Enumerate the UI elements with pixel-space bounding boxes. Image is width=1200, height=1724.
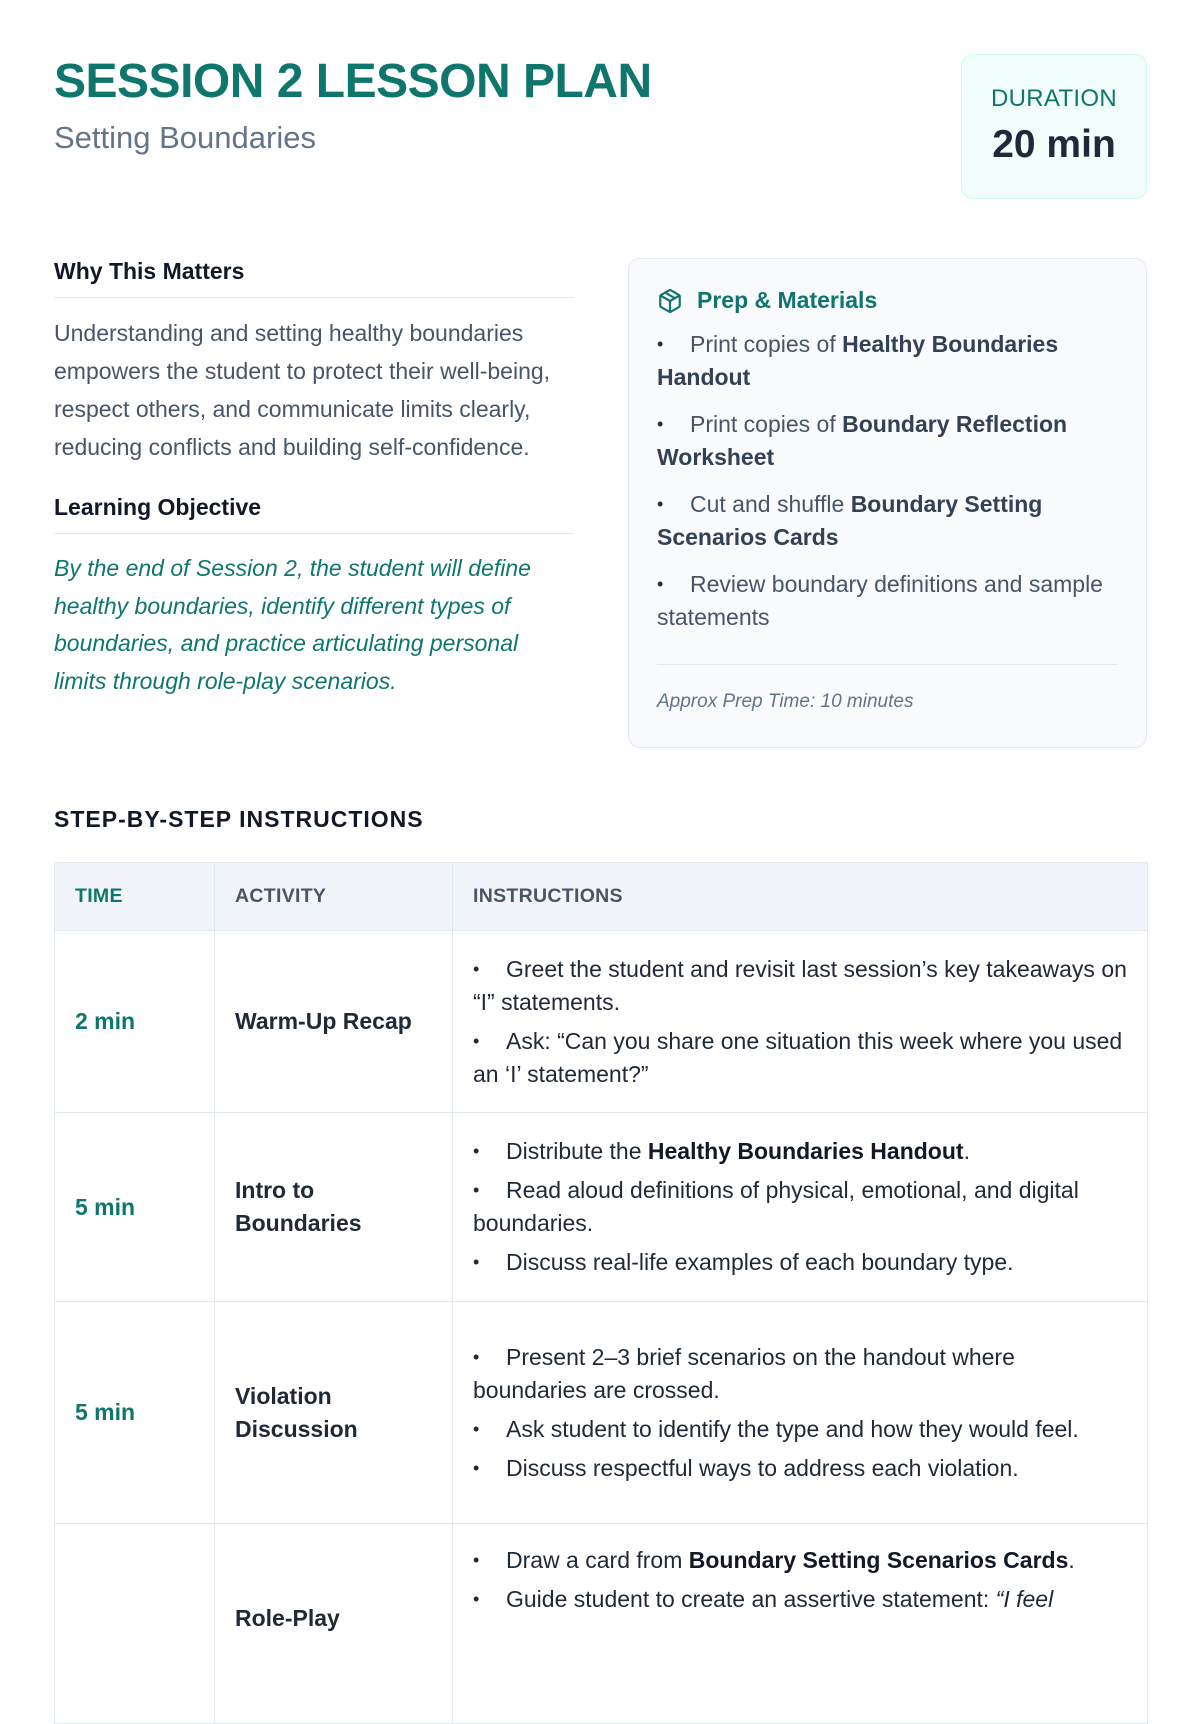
instruction-item: • Draw a card from Boundary Setting Scenarios Cards. <box>473 1547 1075 1573</box>
table-row <box>55 1113 1148 1302</box>
step-activity: Role-Play <box>215 1524 453 1724</box>
objective-text: By the end of Session 2, the student will define healthy boundaries, identify different types of boundaries, and practice articulating personal limits through role-play scenarios. <box>54 555 531 694</box>
instruction-item: • Distribute the Healthy Boundaries Handout. <box>473 1138 970 1164</box>
step-instructions <box>453 1524 1148 1724</box>
step-time: 5 min <box>55 1113 215 1302</box>
step-time <box>55 1524 215 1724</box>
table-row <box>55 931 1148 1113</box>
instruction-item: • Read aloud definitions of physical, emotional, and digital boundaries. <box>473 1177 1079 1236</box>
step-instructions <box>453 1302 1148 1524</box>
instruction-item: • Greet the student and revisit last session’s key takeaways on “I” statements. <box>473 955 1127 1015</box>
instruction-item: • Present 2–3 brief scenarios on the handout where boundaries are crossed. <box>473 1343 1015 1403</box>
why-heading: Why This Matters <box>54 258 574 298</box>
prep-item: • Review boundary definitions and sample statements <box>657 571 1103 630</box>
objective-heading: Learning Objective <box>54 494 574 534</box>
column-header-instructions: INSTRUCTIONS <box>453 863 1148 931</box>
step-time: 2 min <box>55 931 215 1113</box>
page-title: SESSION 2 LESSON PLAN <box>54 55 652 108</box>
box-icon <box>657 288 683 314</box>
prep-time: Approx Prep Time: 10 minutes <box>657 691 914 712</box>
prep-materials-card <box>628 258 1147 748</box>
duration-box <box>961 54 1147 199</box>
table-header-row <box>55 863 1148 931</box>
prep-item: • Print copies of Healthy Boundaries Handout <box>657 331 1059 390</box>
instruction-item: • Discuss respectful ways to address each violation. <box>473 1454 1019 1481</box>
why-text: Understanding and setting healthy boundaries empowers the student to protect their well-being, respect others, and communicate limits clearly, reducing conflicts and building self-confidence. <box>54 320 551 460</box>
step-activity: Intro to Boundaries <box>215 1113 453 1302</box>
page-subtitle: Setting Boundaries <box>54 120 316 155</box>
steps-table <box>54 862 1148 1724</box>
instruction-item: • Discuss real-life examples of each boundary type. <box>473 1249 1014 1275</box>
step-activity: Warm-Up Recap <box>215 931 453 1113</box>
duration-value: 20 min <box>992 123 1116 166</box>
header <box>54 52 1147 212</box>
instruction-item: • Ask student to identify the type and how they would feel. <box>473 1415 1079 1442</box>
instruction-item: • Ask: “Can you share one situation this week where you used an ‘I’ statement?” <box>473 1027 1123 1087</box>
column-header-activity: ACTIVITY <box>215 863 453 931</box>
column-header-time: TIME <box>55 863 215 931</box>
duration-label: DURATION <box>991 85 1117 112</box>
steps-heading: STEP-BY-STEP INSTRUCTIONS <box>54 806 424 832</box>
prep-item: • Cut and shuffle Boundary Setting Scenarios Cards <box>657 491 1043 550</box>
table-row <box>55 1524 1148 1724</box>
prep-header <box>657 287 1118 314</box>
step-activity: Violation Discussion <box>215 1302 453 1524</box>
step-instructions <box>453 1113 1148 1302</box>
step-instructions <box>453 931 1148 1113</box>
left-column <box>54 258 574 700</box>
prep-list <box>657 328 1118 634</box>
table-row <box>55 1302 1148 1524</box>
prep-title: Prep & Materials <box>697 287 878 313</box>
prep-item: • Print copies of Boundary Reflection Worksheet <box>657 411 1068 470</box>
step-time: 5 min <box>55 1302 215 1524</box>
prep-divider <box>657 664 1118 665</box>
instruction-item: • Guide student to create an assertive statement: “I feel <box>473 1586 1054 1612</box>
